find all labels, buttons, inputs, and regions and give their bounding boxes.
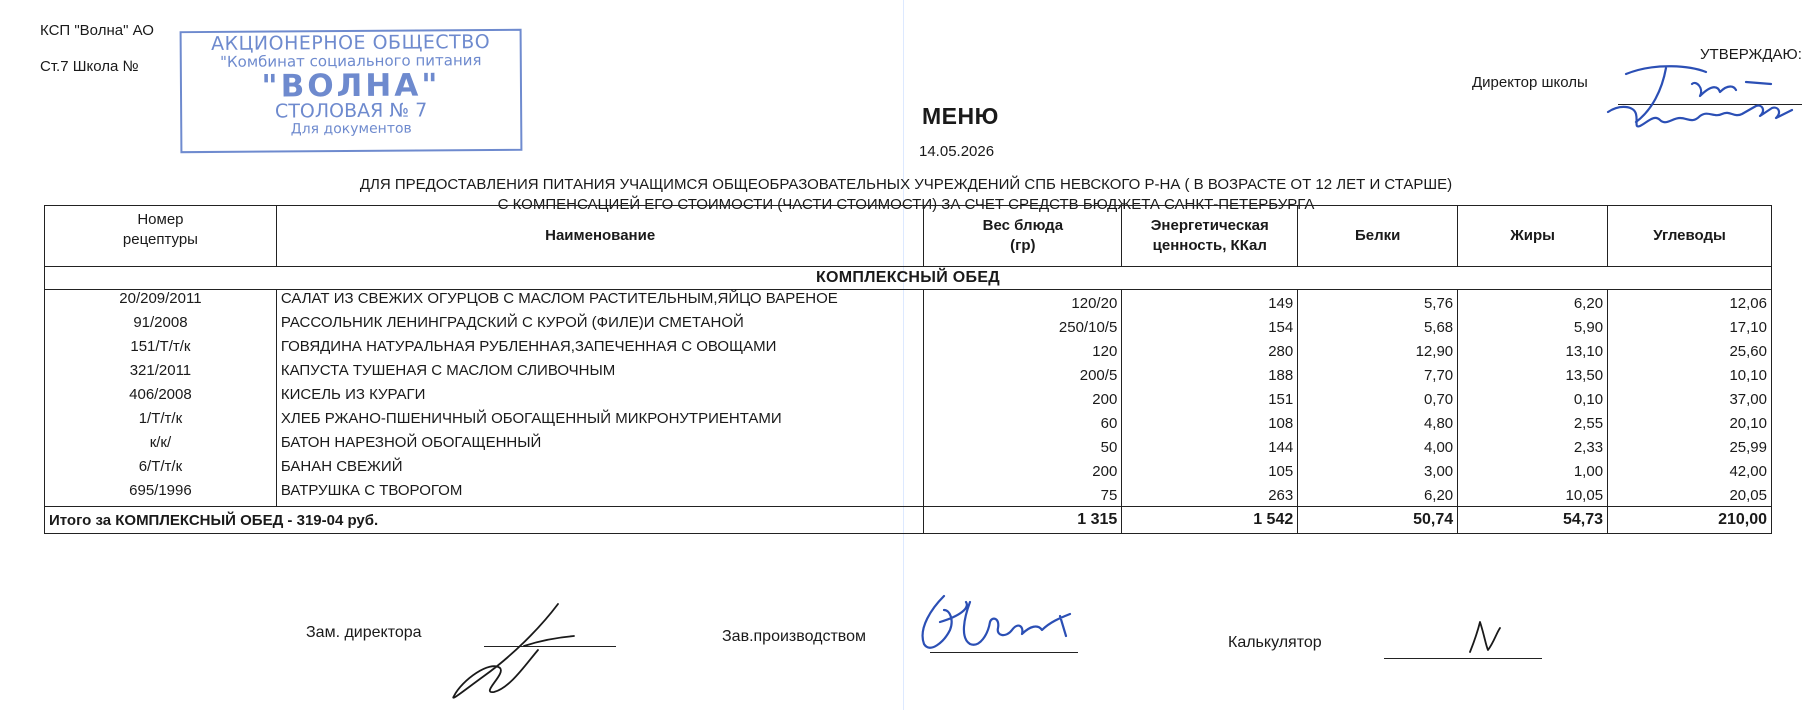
table-row: [45, 434, 1772, 458]
subtitle-line-1: ДЛЯ ПРЕДОСТАВЛЕНИЯ ПИТАНИЯ УЧАЩИМСЯ ОБЩЕОБРАЗОВАТЕЛЬНЫХ УЧРЕЖДЕНИЙ СПБ НЕВСКОГО Р-НА ( В ВОЗРАСТЕ ОТ 12 ЛЕТ И СТАРШЕ): [359, 176, 1453, 193]
protein-cell: 5,68: [1298, 314, 1458, 338]
table-row: [45, 458, 1772, 482]
dish-name-cell: БАНАН СВЕЖИЙ: [276, 458, 924, 482]
carbs-cell: 25,60: [1608, 338, 1772, 362]
fat-cell: 5,90: [1458, 314, 1608, 338]
dish-name-cell: РАССОЛЬНИК ЛЕНИНГРАДСКИЙ С КУРОЙ (ФИЛЕ)И СМЕТАНОЙ: [276, 314, 924, 338]
menu-table: [44, 205, 1772, 534]
recipe-code-cell: 6/Т/т/к: [45, 458, 277, 482]
recipe-code-cell: 406/2008: [45, 386, 277, 410]
recipe-code-cell: 151/Т/т/к: [45, 338, 277, 362]
table-row: [45, 482, 1772, 507]
column-header-recipe: [45, 206, 277, 267]
dish-name-cell: БАТОН НАРЕЗНОЙ ОБОГАЩЕННЫЙ: [276, 434, 924, 458]
approve-label: УТВЕРЖДАЮ:: [1700, 46, 1802, 63]
protein-cell: 12,90: [1298, 338, 1458, 362]
fat-cell: 1,00: [1458, 458, 1608, 482]
recipe-code-cell: 695/1996: [45, 482, 277, 507]
deputy-director-label: Зам. директора: [306, 624, 422, 641]
total-protein-cell: 50,74: [1298, 507, 1458, 534]
total-carbs-cell: 210,00: [1608, 507, 1772, 534]
table-header-row: [45, 206, 1772, 267]
energy-cell: 280: [1122, 338, 1298, 362]
total-weight-cell: 1 315: [924, 507, 1122, 534]
recipe-code-cell: 91/2008: [45, 314, 277, 338]
calculator-label: Калькулятор: [1228, 634, 1322, 651]
column-header-protein: Белки: [1298, 206, 1458, 267]
stamp-line-4: СТОЛОВАЯ № 7: [274, 99, 428, 123]
weight-header-line-1: Вес блюда: [982, 216, 1064, 234]
section-row: [45, 267, 1772, 290]
dish-name-cell: ХЛЕБ РЖАНО-ПШЕНИЧНЫЙ ОБОГАЩЕННЫЙ МИКРОНУТРИЕНТАМИ: [276, 410, 924, 434]
energy-cell: 188: [1122, 362, 1298, 386]
carbs-cell: 10,10: [1608, 362, 1772, 386]
protein-cell: 5,76: [1298, 290, 1458, 315]
carbs-cell: 12,06: [1608, 290, 1772, 315]
energy-cell: 144: [1122, 434, 1298, 458]
weight-cell: 120/20: [924, 290, 1122, 315]
stamp-line-2: "Комбинат социального питания: [220, 51, 482, 71]
protein-cell: 0,70: [1298, 386, 1458, 410]
director-label: Директор школы: [1472, 74, 1588, 91]
fat-cell: 13,50: [1458, 362, 1608, 386]
table-body: [45, 267, 1772, 534]
column-header-weight: [924, 206, 1122, 267]
recipe-code-cell: 20/209/2011: [45, 290, 277, 315]
weight-cell: 250/10/5: [924, 314, 1122, 338]
calculator-signature: [1456, 616, 1516, 660]
carbs-cell: 25,99: [1608, 434, 1772, 458]
section-title: КОМПЛЕКСНЫЙ ОБЕД: [45, 267, 1772, 290]
recipe-header-line-2: рецептуры: [122, 231, 198, 249]
carbs-cell: 20,05: [1608, 482, 1772, 507]
menu-date: 14.05.2026: [919, 143, 995, 160]
recipe-code-cell: к/к/: [45, 434, 277, 458]
fat-cell: 13,10: [1458, 338, 1608, 362]
energy-cell: 149: [1122, 290, 1298, 315]
energy-header-line-2: ценность, ККал: [1152, 237, 1267, 254]
recipe-code-cell: 1/Т/т/к: [45, 410, 277, 434]
deputy-director-signature: [440, 598, 600, 710]
carbs-cell: 17,10: [1608, 314, 1772, 338]
column-header-fat: Жиры: [1458, 206, 1608, 267]
dish-name-cell: КАПУСТА ТУШЕНАЯ С МАСЛОМ СЛИВОЧНЫМ: [276, 362, 924, 386]
total-energy-cell: 1 542: [1122, 507, 1298, 534]
column-header-energy: [1122, 206, 1298, 267]
org-name: КСП "Волна" АО: [40, 22, 154, 39]
table-row: [45, 362, 1772, 386]
weight-header-line-2: (гр): [1010, 237, 1036, 254]
total-row: [45, 507, 1772, 534]
recipe-header-line-1: Номер: [137, 211, 184, 228]
table-row: [45, 290, 1772, 315]
carbs-cell: 42,00: [1608, 458, 1772, 482]
dish-name-cell: КИСЕЛЬ ИЗ КУРАГИ: [276, 386, 924, 410]
organization-stamp: [180, 29, 523, 153]
protein-cell: 4,00: [1298, 434, 1458, 458]
weight-cell: 60: [924, 410, 1122, 434]
stamp-line-3: "ВОЛНА": [261, 67, 441, 105]
fat-cell: 6,20: [1458, 290, 1608, 315]
weight-cell: 120: [924, 338, 1122, 362]
protein-cell: 7,70: [1298, 362, 1458, 386]
page-title: МЕНЮ: [922, 103, 999, 129]
fat-cell: 2,55: [1458, 410, 1608, 434]
weight-cell: 200: [924, 458, 1122, 482]
energy-cell: 105: [1122, 458, 1298, 482]
stamp-line-5: Для документов: [290, 120, 412, 138]
energy-cell: 151: [1122, 386, 1298, 410]
column-header-carbs: Углеводы: [1608, 206, 1772, 267]
fat-cell: 10,05: [1458, 482, 1608, 507]
column-header-name: Наименование: [276, 206, 924, 267]
table-row: [45, 338, 1772, 362]
weight-cell: 200: [924, 386, 1122, 410]
total-label: Итого за КОМПЛЕКСНЫЙ ОБЕД - 319-04 руб.: [45, 507, 924, 534]
energy-cell: 154: [1122, 314, 1298, 338]
director-signature: [1596, 44, 1816, 154]
weight-cell: 75: [924, 482, 1122, 507]
protein-cell: 3,00: [1298, 458, 1458, 482]
carbs-cell: 37,00: [1608, 386, 1772, 410]
table-row: [45, 410, 1772, 434]
dish-name-cell: ГОВЯДИНА НАТУРАЛЬНАЯ РУБЛЕННАЯ,ЗАПЕЧЕННАЯ С ОВОЩАМИ: [276, 338, 924, 362]
table-row: [45, 386, 1772, 410]
recipe-code-cell: 321/2011: [45, 362, 277, 386]
dish-name-cell: САЛАТ ИЗ СВЕЖИХ ОГУРЦОВ С МАСЛОМ РАСТИТЕЛЬНЫМ,ЯЙЦО ВАРЕНОЕ: [276, 290, 924, 315]
fat-cell: 2,33: [1458, 434, 1608, 458]
energy-header-line-1: Энергетическая: [1150, 216, 1269, 234]
table-row: [45, 314, 1772, 338]
production-manager-label: Зав.производством: [722, 628, 866, 645]
weight-cell: 200/5: [924, 362, 1122, 386]
protein-cell: 6,20: [1298, 482, 1458, 507]
protein-cell: 4,80: [1298, 410, 1458, 434]
dish-name-cell: ВАТРУШКА С ТВОРОГОМ: [276, 482, 924, 507]
weight-cell: 50: [924, 434, 1122, 458]
carbs-cell: 20,10: [1608, 410, 1772, 434]
subtitle-line-2: С КОМПЕНСАЦИЕЙ ЕГО СТОИМОСТИ (ЧАСТИ СТОИМОСТИ) ЗА СЧЕТ СРЕДСТВ БЮДЖЕТА САНКТ-ПЕТЕРБУРГА: [497, 196, 1315, 213]
fat-cell: 0,10: [1458, 386, 1608, 410]
org-unit: Ст.7 Школа №: [40, 58, 139, 75]
production-manager-signature: [910, 588, 1100, 660]
stamp-line-1: АКЦИОНЕРНОЕ ОБЩЕСТВО: [211, 31, 491, 55]
energy-cell: 263: [1122, 482, 1298, 507]
energy-cell: 108: [1122, 410, 1298, 434]
total-fat-cell: 54,73: [1458, 507, 1608, 534]
